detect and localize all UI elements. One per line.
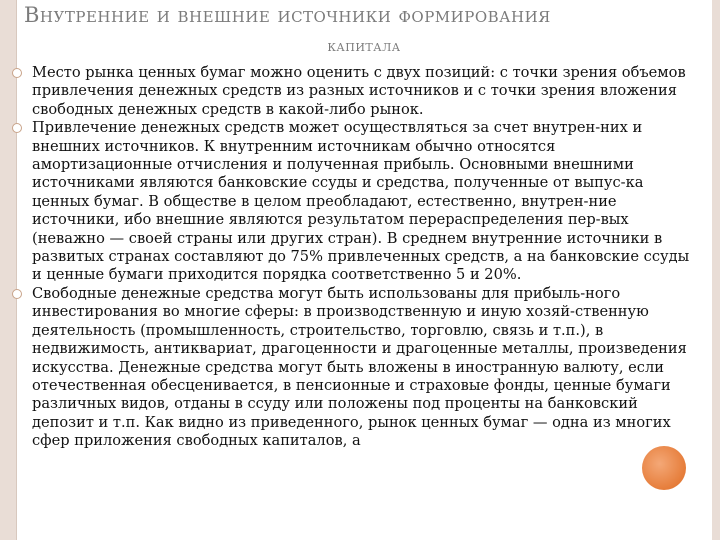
- right-accent-bar: [712, 0, 720, 540]
- bullet-item-3: [10, 285, 696, 451]
- bullet-text-1: Место рынка ценных бумаг можно оценить с двух позиций: с точки зрения объемов привлечения денежных средств из разных источников и с точки зрения вложения свободных денежных средств в какой-либо рынок.: [32, 64, 686, 118]
- bullet-item-1: [10, 64, 696, 119]
- bullet-ring-icon: [12, 68, 22, 78]
- bullet-item-2: [10, 119, 696, 285]
- bullet-text-3: Свободные денежные средства могут быть использованы для прибыль-ного инвестирования во многие сферы: в производственную и иную хозяй-ственную деятельность (промышленность, строительство, торговлю, связь и т.п.), в недвижимость, антиквариат, драгоценности и драгоценные металлы, произведения искусства. Денежные средства могут быть вложены в иностранную валюту, если отечественная обесценивается, в пенсионные и страховые фонды, ценные бумаги различных видов, отданы в ссуду или положены под проценты на банковский депозит и т.п. Как видно из приведенного, рынок ценных бумаг — одна из многих сфер приложения свободных капиталов, а: [32, 284, 687, 450]
- slide-title-line2: капитала: [327, 36, 401, 55]
- slide-body: [10, 64, 696, 451]
- slide-title-line1: Внутренние и внешние источники формирования: [24, 3, 551, 27]
- decorative-circle-icon: [642, 446, 686, 490]
- slide-title: [24, 0, 704, 58]
- bullet-ring-icon: [12, 123, 22, 133]
- bullet-text-2: Привлечение денежных средств может осуществляться за счет внутрен-них и внешних источников. К внутренним источникам обычно относятся амортизационные отчисления и полученная прибыль. Основными внешними источниками являются банковские ссуды и средства, полученные от выпус-ка ценных бумаг. В обществе в целом преобладают, естественно, внутрен-ние источники, ибо внешние являются результатом перераспределения пер-вых (неважно — своей страны или других стран). В среднем внутренние источники в развитых странах составляют до 75% привлеченных средств, а на банковские ссуды и ценные бумаги приходится порядка соответственно 5 и 20%.: [32, 119, 690, 284]
- bullet-ring-icon: [12, 289, 22, 299]
